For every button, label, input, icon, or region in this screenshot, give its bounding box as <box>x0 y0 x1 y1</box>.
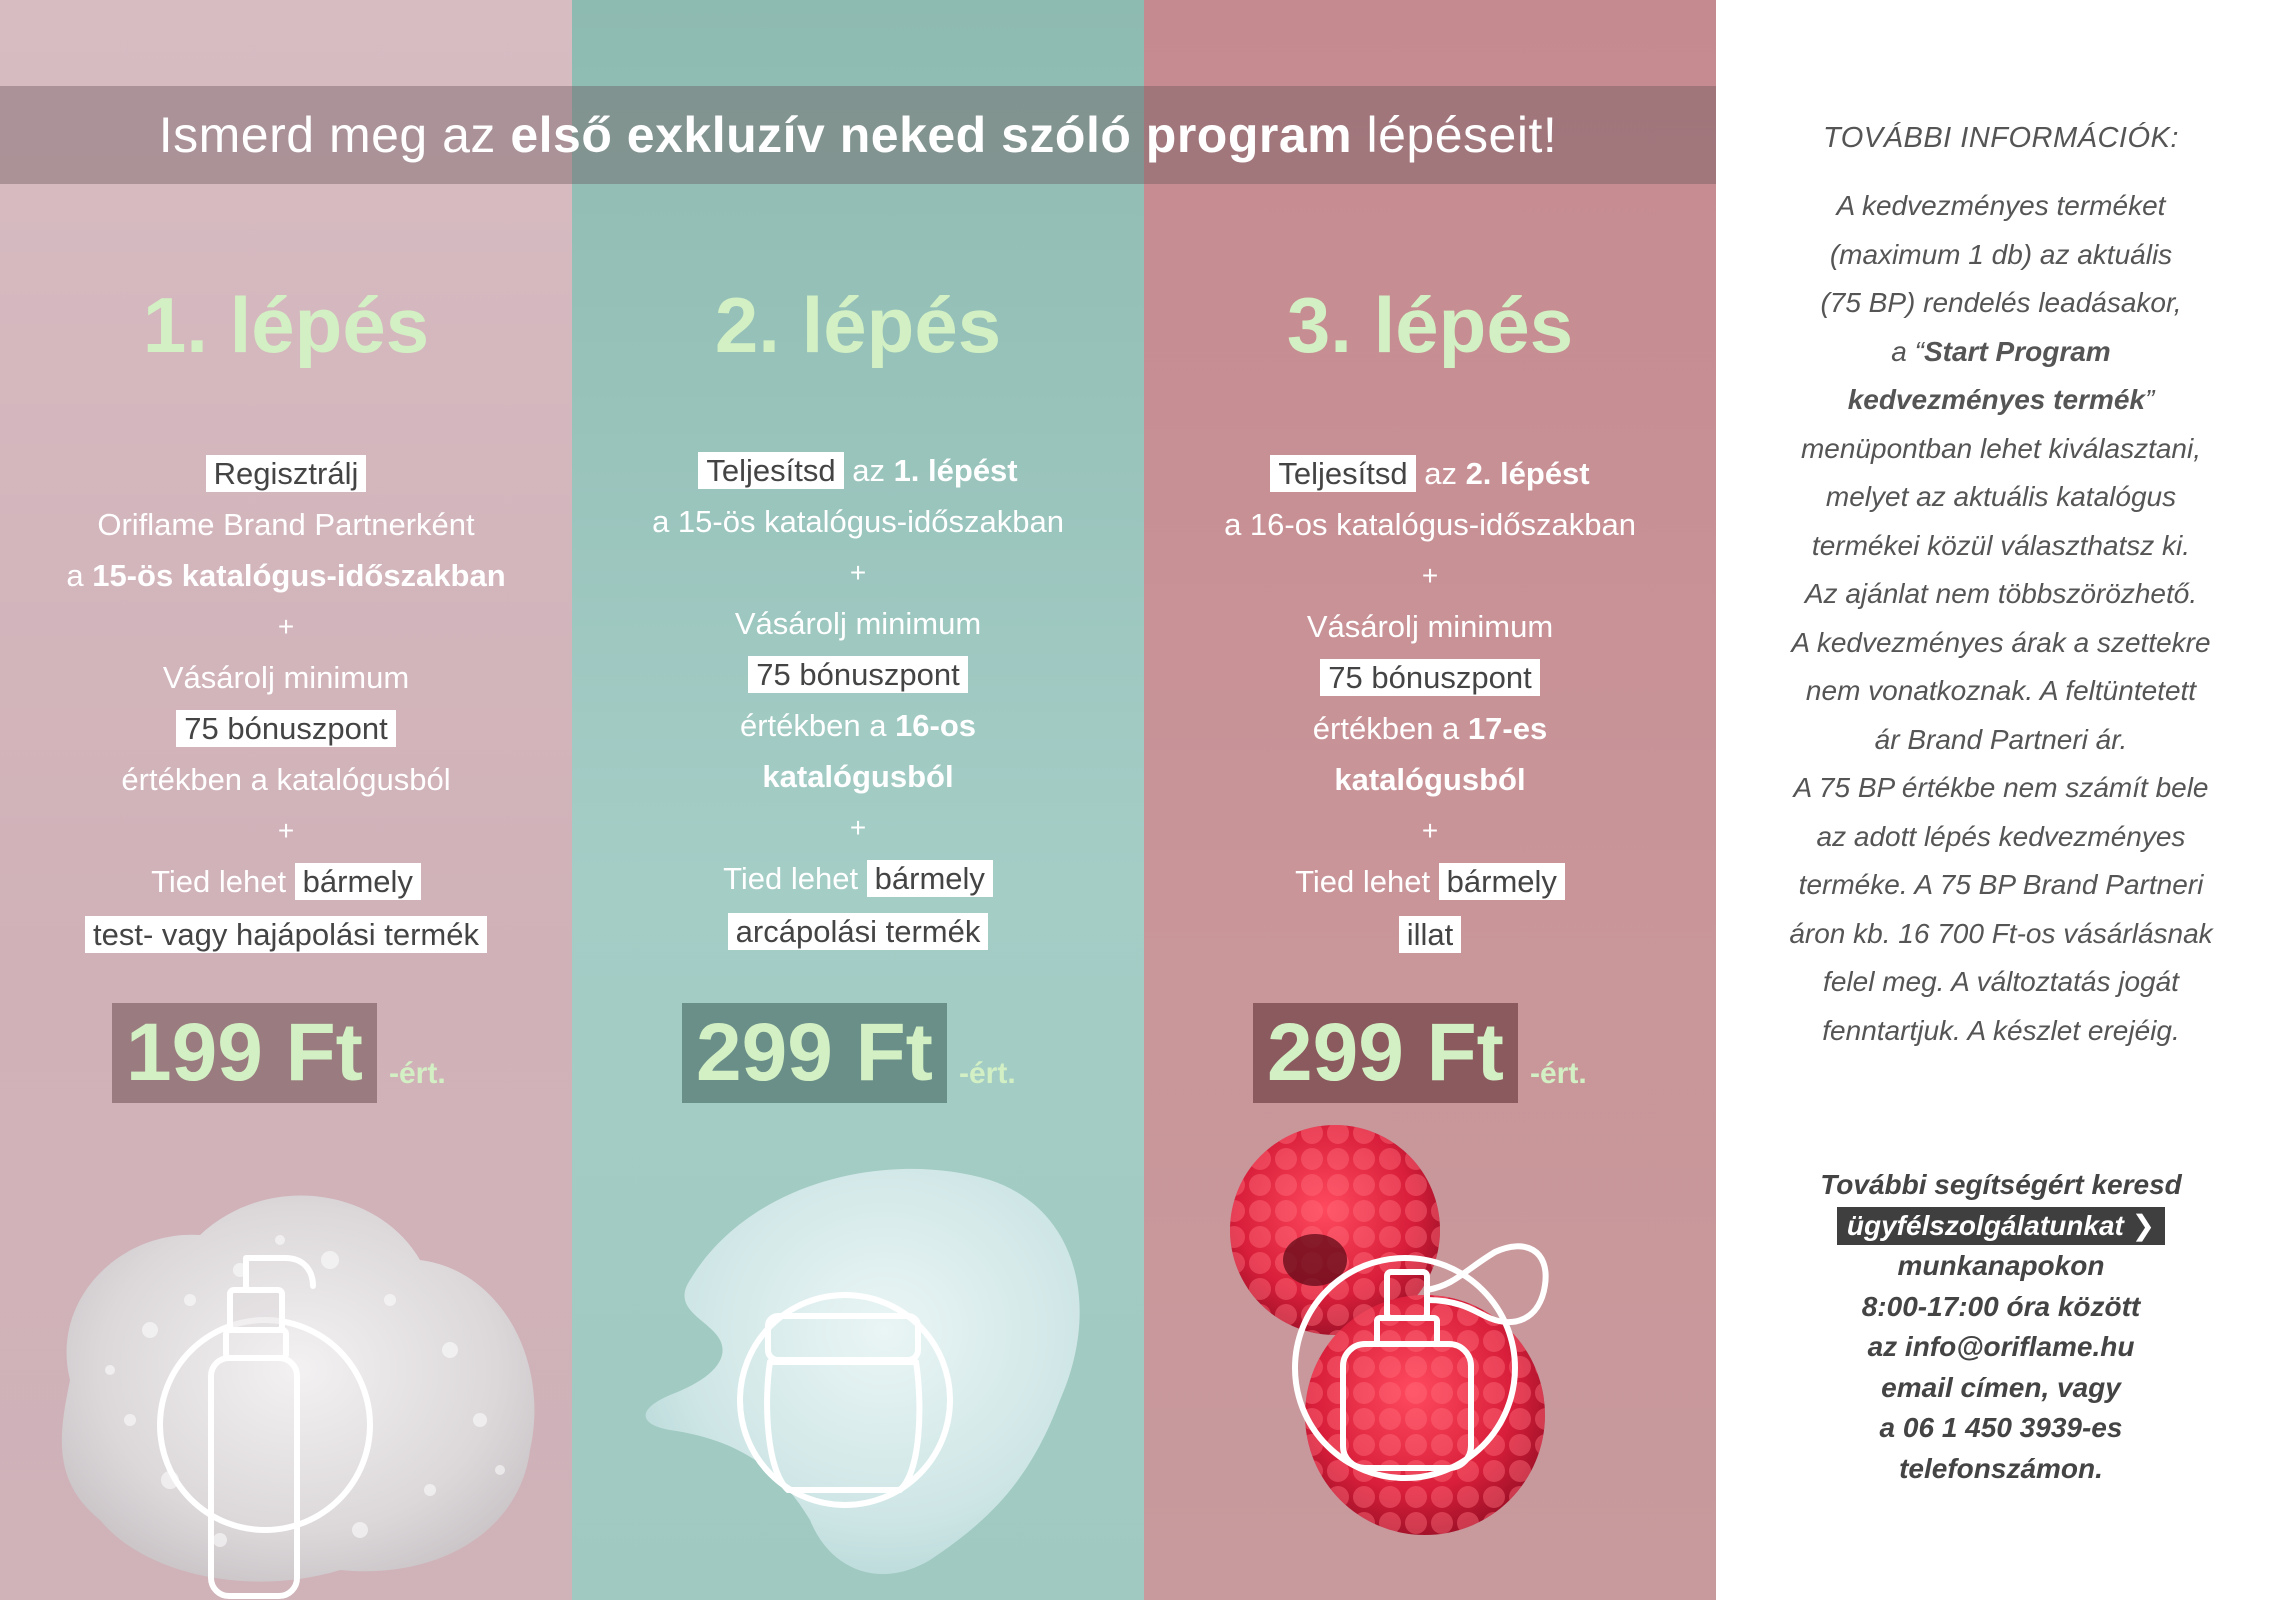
info-text <box>1716 182 2286 1055</box>
info-line-7: melyet az aktuális katalógus <box>1825 481 2177 512</box>
info-line-11: nem vonatkoznak. A feltüntetett <box>1805 675 2197 706</box>
step-1-catalog: értékben a katalógusból <box>121 762 451 797</box>
step-1-plus-2: + <box>277 815 295 846</box>
help-line-5[interactable]: az info@oriflame.hu <box>1867 1331 2135 1362</box>
step-1-price-row <box>112 1003 446 1103</box>
info-line-2: (maximum 1 db) az aktuális <box>1829 238 2173 270</box>
step-3-plus-2: + <box>1421 815 1439 846</box>
step-3-yours: Tied lehet <box>1295 864 1439 899</box>
info-program-item: kedvezményes termék <box>1847 384 2145 415</box>
help-line-6: email címen, vagy <box>1881 1371 2121 1403</box>
info-line-1: A kedvezményes terméket <box>1836 190 2166 221</box>
step-1-line2: Oriflame Brand Partnerként <box>97 507 475 542</box>
step-1-title: 1. lépés <box>142 281 430 369</box>
info-line-16: áron kb. 16 700 Ft-os vásárlásnak <box>1789 917 2213 949</box>
step-2-plus-2: + <box>849 812 867 843</box>
step-3-plus-1: + <box>1421 560 1439 591</box>
info-line-13: A 75 BP értékbe nem számít bele <box>1793 772 2209 803</box>
info-line-8: termékei közül választhatsz ki. <box>1811 529 2191 561</box>
info-program-name: Start Program <box>1923 335 2111 367</box>
step-2-yours: Tied lehet <box>723 861 867 896</box>
info-line-18: fenntartjuk. A készlet erejéig. <box>1822 1014 2180 1046</box>
step-3-period: 17-es <box>1467 711 1548 746</box>
step-2-catalog: katalógusból <box>762 759 954 794</box>
customer-service-label: ügyfélszolgálatunkat <box>1846 1209 2124 1241</box>
step-2-complete: Teljesítsd <box>698 452 843 489</box>
step-2-product: arcápolási termék <box>728 913 989 950</box>
info-line-4-pre: a “ <box>1891 335 1924 367</box>
help-section <box>1716 1165 2286 1489</box>
step-3-price: 299 Ft <box>1253 1003 1518 1103</box>
step-2-line2: a 15-ös katalógus-időszakban <box>652 504 1064 539</box>
info-line-12: ár Brand Partneri ár. <box>1874 723 2128 755</box>
step-1-price: 199 Ft <box>112 1003 377 1103</box>
help-line-8: telefonszámon. <box>1899 1452 2103 1484</box>
step-3-points: 75 bónuszpont <box>1320 659 1539 696</box>
headline-banner <box>0 86 1716 184</box>
step-2-price: 299 Ft <box>682 1003 947 1103</box>
step-2-line1-pre: az <box>843 453 894 488</box>
step-1-price-suffix: -ért. <box>389 1057 446 1090</box>
step-1-period: 15-ös katalógus-időszakban <box>92 558 506 593</box>
step-1-body <box>0 448 572 960</box>
step-3-line6-pre: értékben a <box>1312 711 1468 746</box>
info-line-17: felel meg. A változtatás jogát <box>1823 966 2179 997</box>
step-3-price-suffix: -ért. <box>1530 1057 1587 1090</box>
info-panel <box>1716 0 2286 1600</box>
step-2-points: 75 bónuszpont <box>748 656 967 693</box>
banner-post: lépéseit! <box>1366 107 1558 163</box>
help-line-4: 8:00-17:00 óra között <box>1861 1290 2141 1322</box>
step-1-product: test- vagy hajápolási termék <box>85 916 487 953</box>
step-3-price-row <box>1253 1003 1587 1103</box>
step-3-buy: Vásárolj minimum <box>1306 609 1554 644</box>
step-3-complete: Teljesítsd <box>1270 455 1415 492</box>
help-line-7: a 06 1 450 3939-es <box>1879 1412 2123 1443</box>
step-2-buy: Vásárolj minimum <box>734 606 982 641</box>
step-2-plus-1: + <box>849 557 867 588</box>
step-3-title: 3. lépés <box>1286 281 1574 369</box>
step-2-title: 2. lépés <box>714 281 1002 369</box>
step-2-price-row <box>682 1003 1016 1103</box>
step-3-prev-step: 2. lépést <box>1465 456 1590 491</box>
step-3-line2: a 16-os katalógus-időszakban <box>1224 507 1636 542</box>
info-line-10: A kedvezményes árak a szettekre <box>1791 626 2211 658</box>
cream-jar-illustration <box>630 1140 1110 1600</box>
step-3-any: bármely <box>1439 863 1565 900</box>
step-1-line3-pre: a <box>66 558 93 593</box>
step-2-prev-step: 1. lépést <box>893 453 1018 488</box>
help-line-1: További segítségért keresd <box>1820 1169 2182 1200</box>
info-line-3: (75 BP) rendelés leadásakor, <box>1820 287 2182 318</box>
step-2-body <box>572 445 1144 957</box>
step-3-line1-pre: az <box>1415 456 1466 491</box>
info-title: TOVÁBBI INFORMÁCIÓK: <box>1823 122 2179 154</box>
step-2-any: bármely <box>867 860 993 897</box>
banner-bold: első exkluzív neked szóló program <box>510 107 1353 163</box>
step-1-buy: Vásárolj minimum <box>162 660 410 695</box>
chevron-right-icon: ❯ <box>2131 1209 2156 1241</box>
step-1-register: Regisztrálj <box>206 455 367 492</box>
help-line-3: munkanapokon <box>1897 1250 2105 1281</box>
raspberry-perfume-illustration <box>1195 1120 1625 1540</box>
customer-service-button[interactable] <box>1837 1207 2165 1245</box>
step-3-catalog: katalógusból <box>1334 762 1526 797</box>
step-2-line6-pre: értékben a <box>739 708 896 743</box>
info-line-9: Az ajánlat nem többszörözhető. <box>1804 578 2198 609</box>
step-1-yours: Tied lehet <box>151 864 295 899</box>
info-line-6: menüpontban lehet kiválasztani, <box>1800 432 2202 464</box>
step-2-price-suffix: -ért. <box>959 1057 1016 1090</box>
info-line-5-post: ” <box>2144 384 2155 415</box>
step-1-plus-1: + <box>277 611 295 642</box>
step-2-period: 16-os <box>895 708 977 743</box>
banner-pre: Ismerd meg az <box>158 107 496 163</box>
info-line-15: terméke. A 75 BP Brand Partneri <box>1798 869 2204 900</box>
step-3-body <box>1144 448 1716 960</box>
step-1-points: 75 bónuszpont <box>176 710 395 747</box>
step-3-product: illat <box>1399 916 1462 953</box>
foam-bottle-illustration <box>30 1150 570 1600</box>
step-1-any: bármely <box>295 863 421 900</box>
cream-shape <box>646 1169 1080 1574</box>
info-line-14: az adott lépés kedvezményes <box>1816 820 2186 852</box>
